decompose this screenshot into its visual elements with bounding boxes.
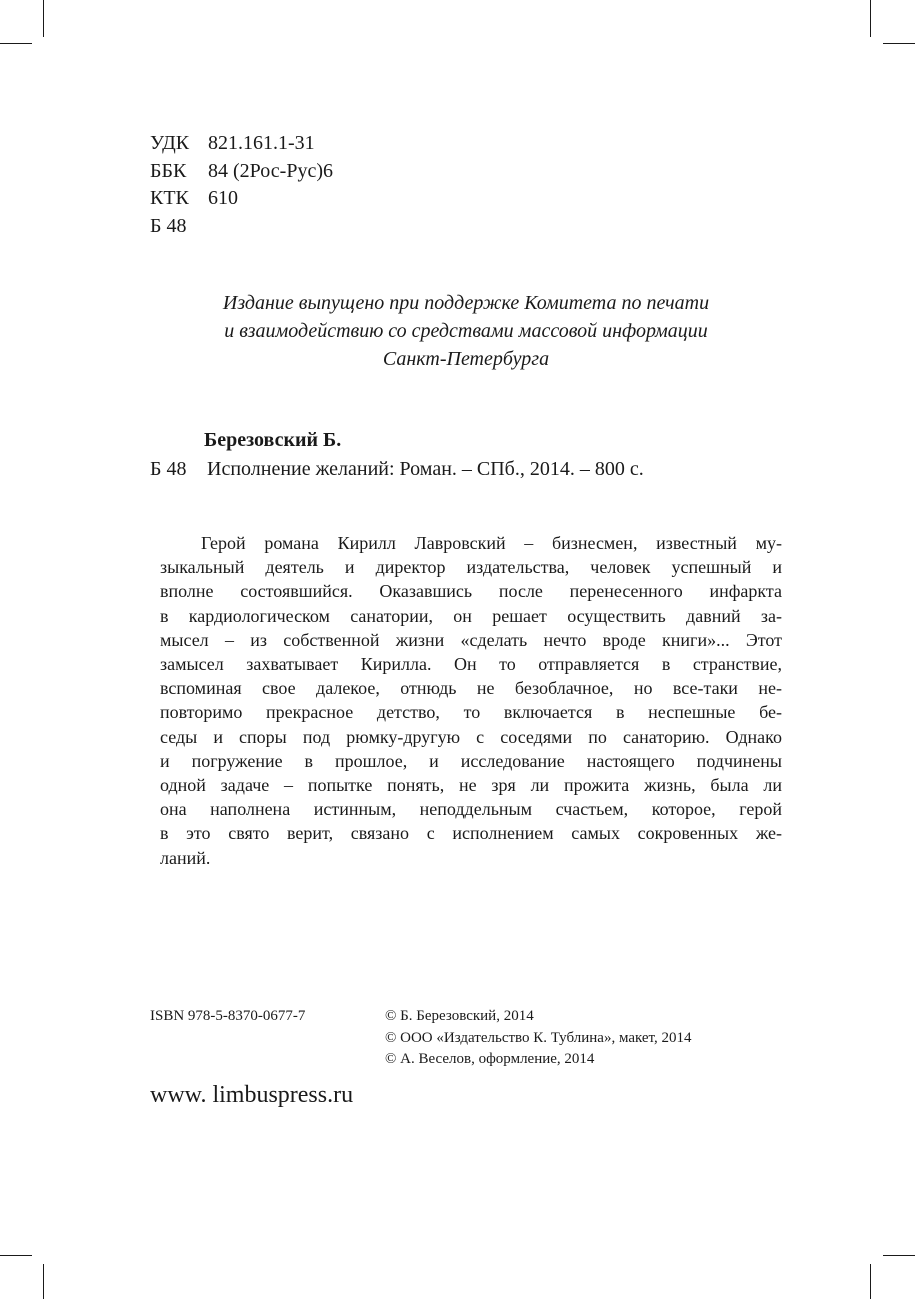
classification-code: КТК [150, 187, 189, 209]
classification-row [150, 130, 333, 158]
classification-row [150, 213, 333, 241]
classification-code: УДК [150, 132, 190, 154]
bibliographic-line [150, 456, 644, 483]
author-name: Березовский Б. [204, 429, 342, 451]
bibliographic-description: Исполнение желаний: Роман. – СПб., 2014. – 800 с. [207, 458, 644, 480]
annotation-line: повторимо прекрасное детство, то включается в неспешные бе- [160, 702, 782, 723]
crop-mark-top-left-horizontal [0, 43, 32, 44]
annotation-line: седы и споры под рюмку-другую с соседями по санаторию. Однако [160, 726, 782, 747]
copyright-line: © Б. Березовский, 2014 [385, 1008, 534, 1024]
copyright-block [385, 1006, 692, 1071]
crop-mark-bottom-right-horizontal [883, 1255, 915, 1256]
annotation [160, 531, 782, 870]
copyright-line: © ООО «Издательство К. Тублина», макет, 2014 [385, 1029, 692, 1046]
support-note-line: и взаимодействию со средствами массовой информации [224, 320, 708, 342]
annotation-line: мысел – из собственной жизни «сделать нечто вроде книги»... Этот [160, 629, 782, 650]
annotation-line: и погружение в прошлое, и исследование настоящего подчинены [160, 750, 782, 771]
classification-value: 821.161.1-31 [208, 132, 315, 154]
classification-value: 84 (2Рос-Рус)6 [208, 159, 333, 182]
annotation-line: зыкальный деятель и директор издательства, человек успешный и [160, 557, 782, 578]
bibliographic-code: Б 48 [150, 458, 187, 480]
crop-mark-top-right-horizontal [883, 43, 915, 44]
crop-mark-bottom-right-vertical [870, 1264, 871, 1299]
classification-block [150, 130, 333, 240]
annotation-line: ланий. [160, 847, 211, 868]
crop-mark-bottom-left-vertical [43, 1264, 44, 1299]
classification-row [150, 158, 333, 186]
annotation-line: в кардиологическом санатории, он решает осуществить давний за- [160, 605, 782, 626]
publisher-website: www. limbuspress.ru [150, 1082, 354, 1108]
annotation-line: вспоминая свое далекое, отнюдь не безоблачное, но все-таки не- [160, 678, 782, 699]
isbn: ISBN 978-5-8370-0677-7 [150, 1008, 306, 1024]
copyright-line: © А. Веселов, оформление, 2014 [385, 1051, 595, 1067]
annotation-line: замысел захватывает Кирилла. Он то отправляется в странствие, [160, 654, 782, 675]
support-note-line: Санкт-Петербурга [382, 348, 550, 370]
crop-mark-top-left-vertical [43, 0, 44, 37]
annotation-line: она наполнена истинным, неподдельным счастьем, которое, герой [160, 799, 782, 820]
classification-code: ББК [150, 159, 187, 182]
annotation-line: Герой романа Кирилл Лавровский – бизнесмен, известный му- [201, 533, 782, 553]
classification-value: 610 [208, 187, 238, 209]
support-note [150, 289, 782, 373]
support-note-line: Издание выпущено при поддержке Комитета по печати [222, 292, 710, 314]
annotation-line: в это свято верит, связано с исполнением самых сокровенных же- [160, 823, 782, 844]
classification-row [150, 185, 333, 213]
annotation-line: вполне состоявшийся. Оказавшись после перенесенного инфаркта [160, 581, 782, 602]
crop-mark-top-right-vertical [870, 0, 871, 37]
crop-mark-bottom-left-horizontal [0, 1255, 32, 1256]
classification-code: Б 48 [150, 214, 187, 237]
annotation-line: одной задаче – попытке понять, не зря ли прожита жизнь, была ли [160, 775, 782, 796]
